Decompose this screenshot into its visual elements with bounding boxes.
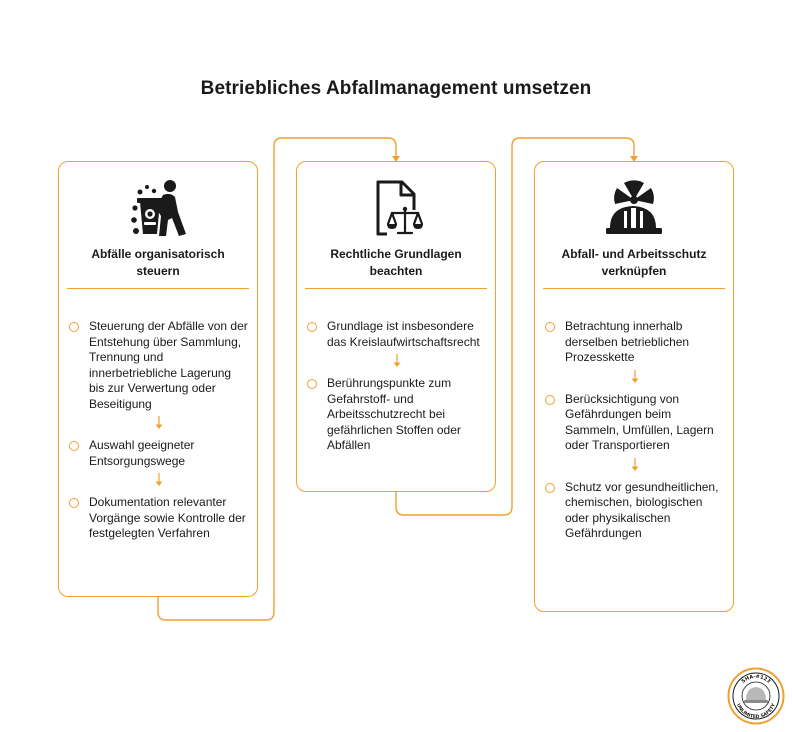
waste-disposal-person-icon: [126, 178, 190, 243]
list-item: [545, 392, 725, 454]
card-divider: [543, 288, 725, 289]
bullet-icon: [307, 322, 317, 332]
list-item: [69, 319, 249, 412]
radiation-hardhat-icon: [602, 178, 666, 243]
list-item: [545, 319, 725, 366]
list-item: [545, 480, 725, 542]
item-text: Berührungspunkte zum Gefahrstoff- und Arbeitsschutzrecht bei gefährlichen Stoffen oder Abfällen: [327, 376, 461, 452]
item-text: Auswahl geeigneter Entsorgungswege: [89, 438, 195, 468]
item-text: Dokumentation relevanter Vorgänge sowie Kontrolle der festgelegten Verfahren: [89, 495, 246, 540]
bullet-icon: [545, 395, 555, 405]
card-organize-waste: [58, 161, 258, 597]
logo-bottom-text: UNLIMITED SAFETY: [735, 703, 777, 721]
item-text: Grundlage ist insbesondere das Kreislaufwirtschaftsrecht: [327, 319, 480, 349]
item-text: Steuerung der Abfälle von der Entstehung über Sammlung, Trennung und innerbetriebliche Lagerung bis zur Verwertung oder Beseitigung: [89, 319, 248, 411]
card-title: Abfall- und Arbeitsschutz verknüpfen: [561, 247, 707, 278]
bullet-icon: [69, 498, 79, 508]
bullet-icon: [307, 379, 317, 389]
legal-document-scales-icon: [364, 178, 428, 243]
list-item: [307, 319, 487, 350]
down-arrow-icon: [69, 412, 249, 438]
list-item: [307, 376, 487, 454]
card-items: [545, 319, 725, 542]
card-divider: [305, 288, 487, 289]
down-arrow-icon: [545, 454, 725, 480]
card-divider: [67, 288, 249, 289]
bullet-icon: [69, 441, 79, 451]
card-legal-basics: [296, 161, 496, 492]
down-arrow-icon: [545, 366, 725, 392]
logo-top-text: SHA-#123: [740, 673, 772, 685]
company-logo: [727, 667, 785, 730]
card-title: Abfälle organisatorisch steuern: [91, 247, 225, 278]
bullet-icon: [69, 322, 79, 332]
list-item: [69, 495, 249, 542]
card-items: [69, 319, 249, 542]
card-title: Rechtliche Grundlagen beachten: [330, 247, 462, 278]
list-item: [69, 438, 249, 469]
item-text: Betrachtung innerhalb derselben betrieblichen Prozesskette: [565, 319, 690, 364]
item-text: Schutz vor gesundheitlichen, chemischen, biologischen oder physikalischen Gefährdungen: [565, 479, 719, 540]
down-arrow-icon: [69, 469, 249, 495]
item-text: Berücksichtigung von Gefährdungen beim Sammeln, Umfüllen, Lagern oder Transportieren: [565, 391, 714, 452]
bullet-icon: [545, 483, 555, 493]
card-items: [307, 319, 487, 454]
card-waste-safety: [534, 161, 734, 612]
down-arrow-icon: [307, 350, 487, 376]
bullet-icon: [545, 322, 555, 332]
page-title: Betriebliches Abfallmanagement umsetzen: [200, 78, 592, 99]
